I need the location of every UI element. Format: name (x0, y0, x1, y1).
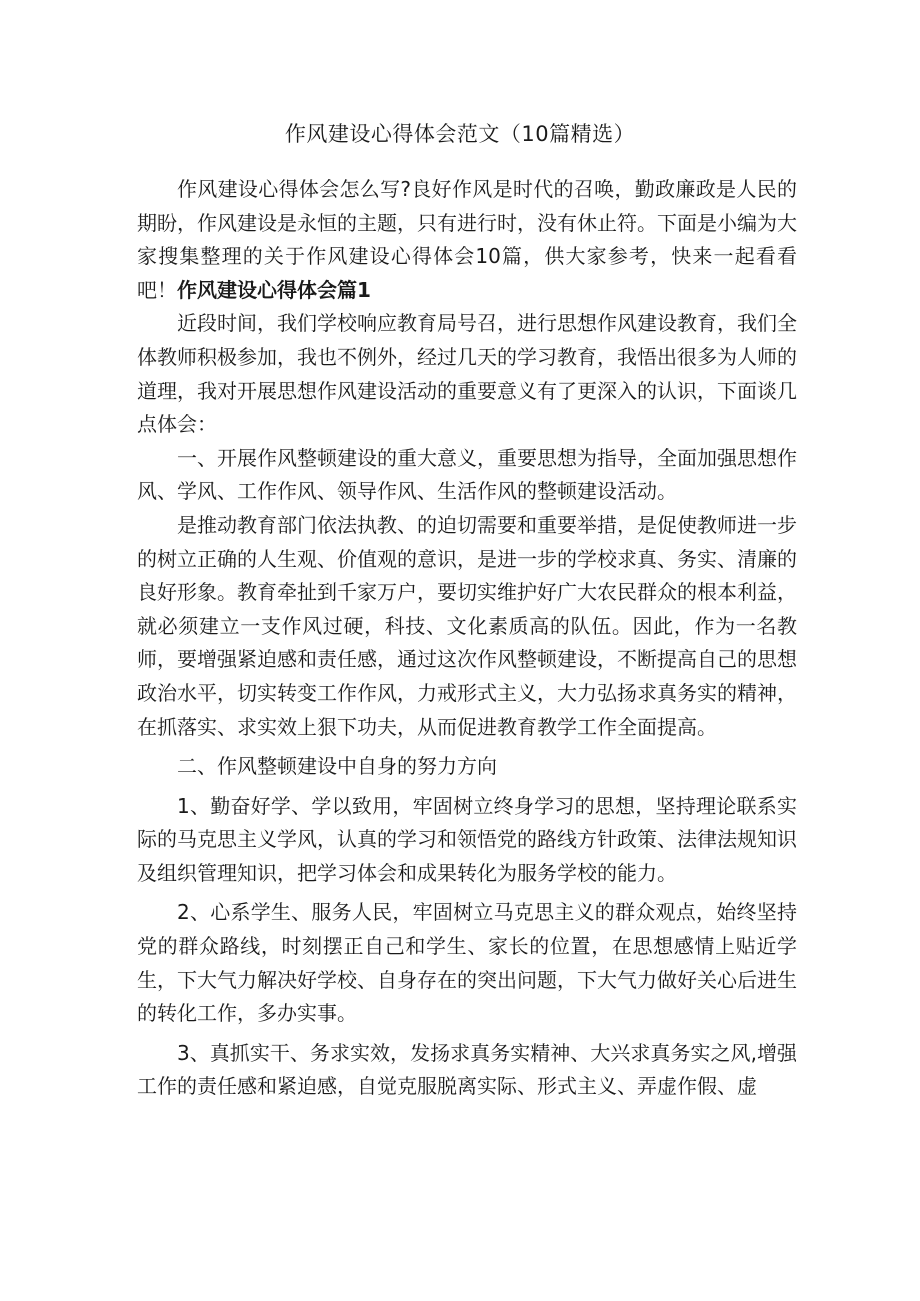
paragraph: 是推动教育部门依法执教、的迫切需要和重要举措，是促使教师进一步的树立正确的人生观、价值观的意识，是进一步的学校求真、务实、清廉的良好形象。教育牵扯到千家万户，要切实维护好广大农民群众的根本利益，就必须建立一支作风过硬，科技、文化素质高的队伍。因此，作为一名教师，要增强紧迫感和责任感，通过这次作风整顿建设，不断提高自己的思想政治水平，切实转变工作作风，力戒形式主义，大力弘扬求真务实的精神，在抓落实、求实效上狠下功夫，从而促进教育教学工作全面提高。 (137, 512, 797, 739)
paragraph: 近段时间，我们学校响应教育局号召，进行思想作风建设教育，我们全体教师积极参加，我也不例外，经过几天的学习教育，我悟出很多为人师的道理，我对开展思想作风建设活动的重要意义有了更深入的认识，下面谈几点体会： (137, 311, 797, 437)
paragraph: 二、作风整顿建设中自身的努力方向 (177, 754, 497, 779)
paragraph: 1、勤奋好学、学以致用，牢固树立终身学习的思想，坚持理论联系实际的马克思主义学风，认真的学习和领悟党的路线方针政策、法律法规知识及组织管理知识，把学习体会和成果转化为服务学校的能力。 (137, 793, 797, 885)
paragraph: 2、心系学生、服务人民，牢固树立马克思主义的群众观点，始终坚持党的群众路线，时刻摆正自己和学生、家长的位置，在思想感情上贴近学生，下大气力解决好学校、自身存在的突出问题，下大气力做好关心后进生的转化工作，多办实事。 (137, 900, 797, 1026)
paragraph: 3、真抓实干、务求实效，发扬求真务实精神、大兴求真务实之风,增强工作的责任感和紧迫感，自觉克服脱离实际、形式主义、弄虚作假、虚 (137, 1040, 797, 1099)
section-heading: 作风建设心得体会篇1 (177, 277, 371, 302)
intro-paragraph (137, 173, 797, 307)
document-title: 作风建设心得体会范文（10篇精选） (284, 122, 636, 146)
document-body (137, 173, 797, 1104)
paragraph: 一、开展作风整顿建设的重大意义，重要思想为指导，全面加强思想作风、学风、工作作风、领导作风、生活作风的整顿建设活动。 (137, 445, 797, 504)
intro-text: 作风建设心得体会怎么写?良好作风是时代的召唤，勤政廉政是人民的期盼，作风建设是永恒的主题，只有进行时，没有休止符。下面是小编为大家搜集整理的关于作风建设心得体会10篇，供大家参考，快来一起看看吧！ (137, 177, 797, 302)
